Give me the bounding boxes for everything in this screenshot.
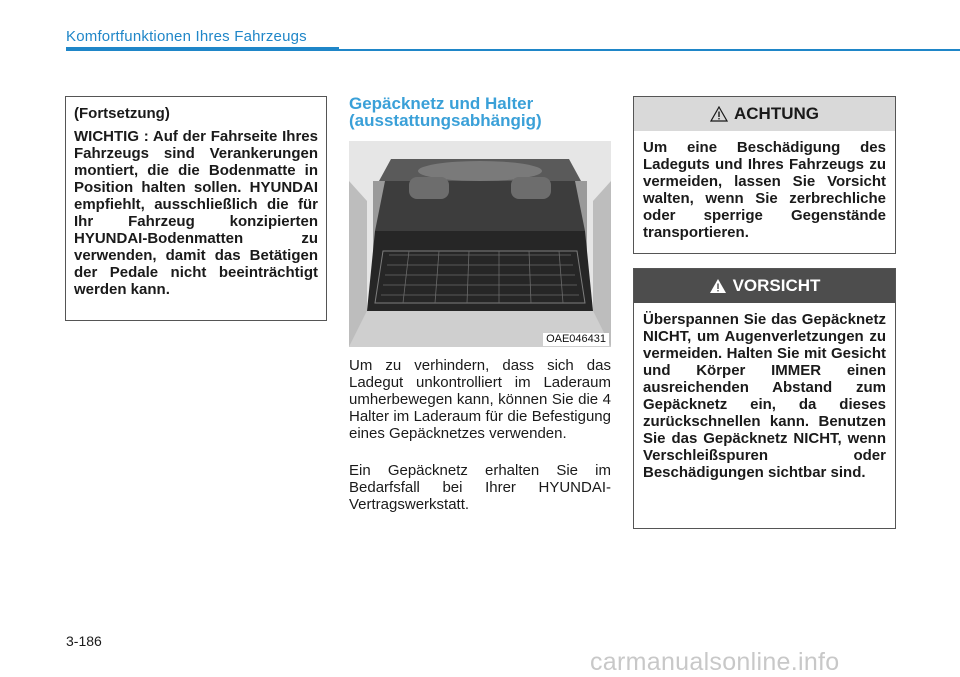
section-title-line2: (ausstattungsabhängig) — [349, 111, 542, 130]
continuation-label: (Fortsetzung) — [74, 105, 170, 122]
watermark: carmanualsonline.info — [590, 648, 840, 676]
vorsicht-header — [634, 269, 895, 303]
chapter-title: Komfortfunktionen Ihres Fahrzeugs — [66, 28, 307, 45]
cargo-area-illustration — [349, 141, 611, 347]
warning-triangle-icon — [710, 106, 728, 122]
page-number: 3-186 — [66, 633, 102, 649]
cargo-net-photo — [349, 141, 611, 347]
note-text: WICHTIG : Auf der Fahrseite Ihres Fahrzeugs sind Verankerungen montiert, die die Bodenmatte in Position halten sollen. HYUNDAI empfiehlt, ausschließlich die für Ihr Fahrzeug konzipierten HYUNDAI-Bodenmatten zu verwenden, damit das Betätigen der Pedale nicht beeinträchtigt werden kann. — [74, 128, 318, 298]
section-title-line1: Gepäcknetz und Halter — [349, 94, 534, 113]
body-paragraph-2: Ein Gepäcknetz erhalten Sie im Bedarfsfall bei Ihrer HYUNDAI-Vertragswerkstatt. — [349, 462, 611, 513]
body-paragraph-1: Um zu verhindern, dass sich das Ladegut unkontrolliert im Laderaum umherbewegen kann, können Sie die 4 Halter im Laderaum für die Befestigung eines Gepäcknetzes verwenden. — [349, 357, 611, 442]
header-rule-thin — [339, 49, 960, 51]
achtung-text: Um eine Beschädigung des Ladeguts und Ihres Fahrzeugs zu vermeiden, lassen Sie Vorsicht walten, wenn Sie zerbrechliche oder sperrige Gegenstände transportieren. — [643, 139, 886, 241]
section-title — [349, 95, 611, 129]
header-rule-thick — [66, 47, 339, 51]
vorsicht-box — [633, 268, 896, 529]
achtung-title: ACHTUNG — [734, 104, 819, 123]
achtung-header — [634, 97, 895, 131]
warning-triangle-icon — [709, 278, 727, 294]
vorsicht-title: VORSICHT — [732, 276, 821, 295]
achtung-box — [633, 96, 896, 254]
continued-note-box — [65, 96, 327, 321]
vorsicht-text: Überspannen Sie das Gepäcknetz NICHT, um Augenverletzungen zu vermeiden. Halten Sie mit Gesicht und Körper IMMER einen ausreichenden Abstand zum Gepäcknetz ein, da dieses zurückschnellen kann. Benutzen Sie das Gepäcknetz NICHT, wenn Verschleißspuren oder Beschädigungen sichtbar sind. — [643, 311, 886, 481]
figure-code: OAE046431 — [543, 333, 609, 346]
